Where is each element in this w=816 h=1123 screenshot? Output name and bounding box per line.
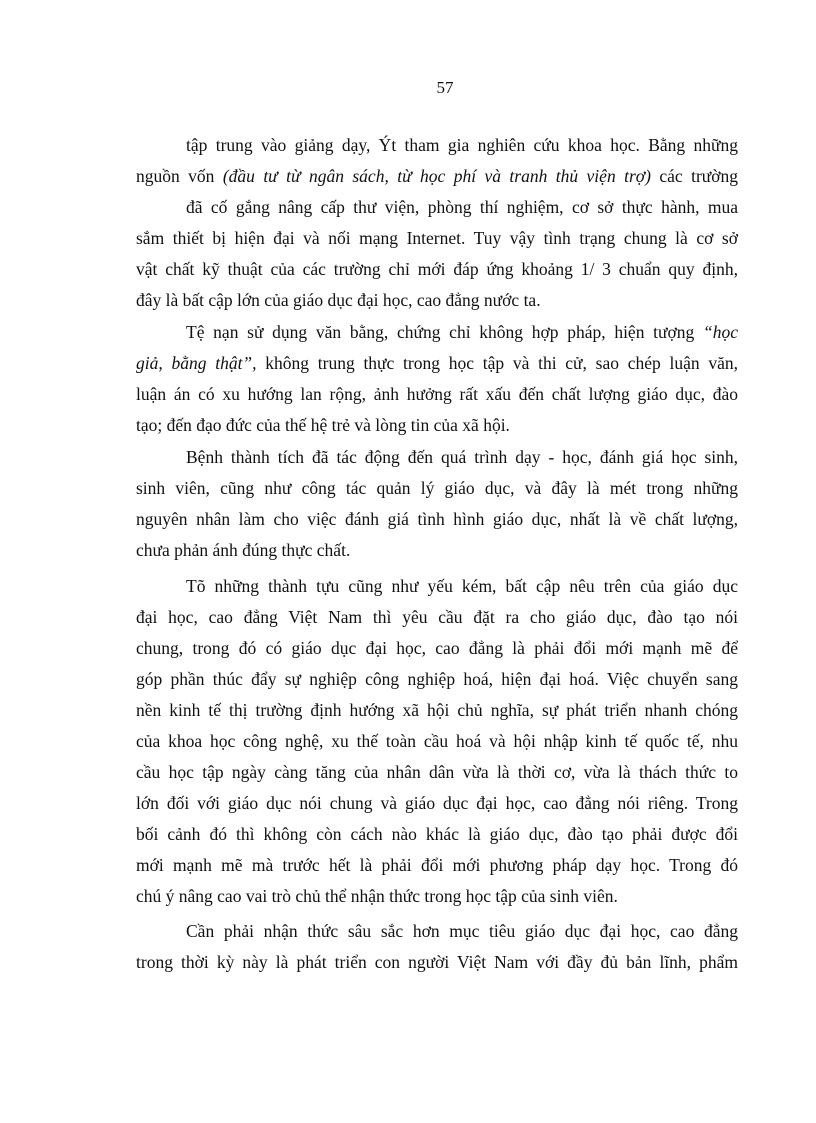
italic-text: giả, bằng thật”,	[136, 353, 257, 373]
text-line: cầu học tập ngày càng tăng của nhân dân vừa là thời cơ, vừa là thách thức to	[136, 762, 738, 782]
text-line	[136, 165, 738, 187]
text-line: đại học, cao đẳng Việt Nam thì yêu cầu đặt ra cho giáo dục, đào tạo nói	[136, 607, 738, 627]
text-span: Tệ nạn sử dụng văn bằng, chứng chỉ không hợp pháp, hiện tượng	[186, 322, 703, 342]
text-line	[186, 321, 738, 343]
text-line: trong thời kỳ này là phát triển con người Việt Nam với đầy đủ bản lĩnh, phẩm	[136, 952, 738, 972]
text-span: các trường	[650, 166, 739, 186]
text-line: Bệnh thành tích đã tác động đến quá trình dạy - học, đánh giá học sinh,	[186, 447, 738, 467]
text-line: Tõ những thành tựu cũng như yếu kém, bất cập nêu trên của giáo dục	[186, 576, 738, 596]
text-line: nguyên nhân làm cho việc đánh giá tình hình giáo dục, nhất là về chất lượng,	[136, 509, 738, 529]
text-line: vật chất kỹ thuật của các trường chỉ mới đáp ứng khoảng 1/ 3 chuẩn quy định,	[136, 259, 738, 279]
text-line: luận án có xu hướng lan rộng, ảnh hưởng rất xấu đến chất lượng giáo dục, đào	[136, 384, 738, 404]
text-line: đã cố gắng nâng cấp thư viện, phòng thí nghiệm, cơ sở thực hành, mua	[186, 197, 738, 217]
text-span: không trung thực trong học tập và thi cử, sao chép luận văn,	[256, 353, 738, 373]
text-line: sinh viên, cũng như công tác quản lý giáo dục, và đây là mét trong những	[136, 478, 738, 498]
text-line: chung, trong đó có giáo dục đại học, cao đẳng là phải đổi mới mạnh mẽ để	[136, 638, 738, 658]
text-line: chú ý nâng cao vai trò chủ thể nhận thức trong học tập của sinh viên.	[136, 886, 618, 906]
text-span: nguồn vốn	[136, 166, 223, 186]
text-line: Cần phải nhận thức sâu sắc hơn mục tiêu giáo dục đại học, cao đẳng	[186, 921, 738, 941]
text-line: của khoa học công nghệ, xu thế toàn cầu hoá và hội nhập kinh tế quốc tế, nhu	[136, 731, 738, 751]
italic-text: (đầu tư từ ngân sách, từ học phí và tranh thủ viện trợ)	[222, 166, 651, 186]
text-line: bối cảnh đó thì không còn cách nào khác là giáo dục, đào tạo phải được đổi	[136, 824, 738, 844]
text-line: góp phần thúc đẩy sự nghiệp công nghiệp hoá, hiện đại hoá. Việc chuyển sang	[136, 669, 738, 689]
text-line: tập trung vào giảng dạy, Ýt tham gia nghiên cứu khoa học. Bằng những	[186, 135, 738, 155]
text-line: nền kinh tế thị trường định hướng xã hội chủ nghĩa, sự phát triển nhanh chóng	[136, 700, 738, 720]
text-line	[136, 352, 738, 374]
text-line: tạo; đến đạo đức của thế hệ trẻ và lòng tin của xã hội.	[136, 415, 510, 435]
page-number: 57	[436, 78, 454, 97]
text-line: mới mạnh mẽ mà trước hết là phải đổi mới phương pháp dạy học. Trong đó	[136, 855, 738, 875]
text-line: đây là bất cập lớn của giáo dục đại học, cao đẳng nước ta.	[136, 290, 541, 310]
italic-text: “học	[703, 322, 738, 342]
text-line: lớn đối với giáo dục nói chung và giáo dục đại học, cao đẳng nói riêng. Trong	[136, 793, 738, 813]
text-line: sắm thiết bị hiện đại và nối mạng Internet. Tuy vậy tình trạng chung là cơ sở	[136, 228, 738, 248]
text-line: chưa phản ánh đúng thực chất.	[136, 540, 351, 560]
